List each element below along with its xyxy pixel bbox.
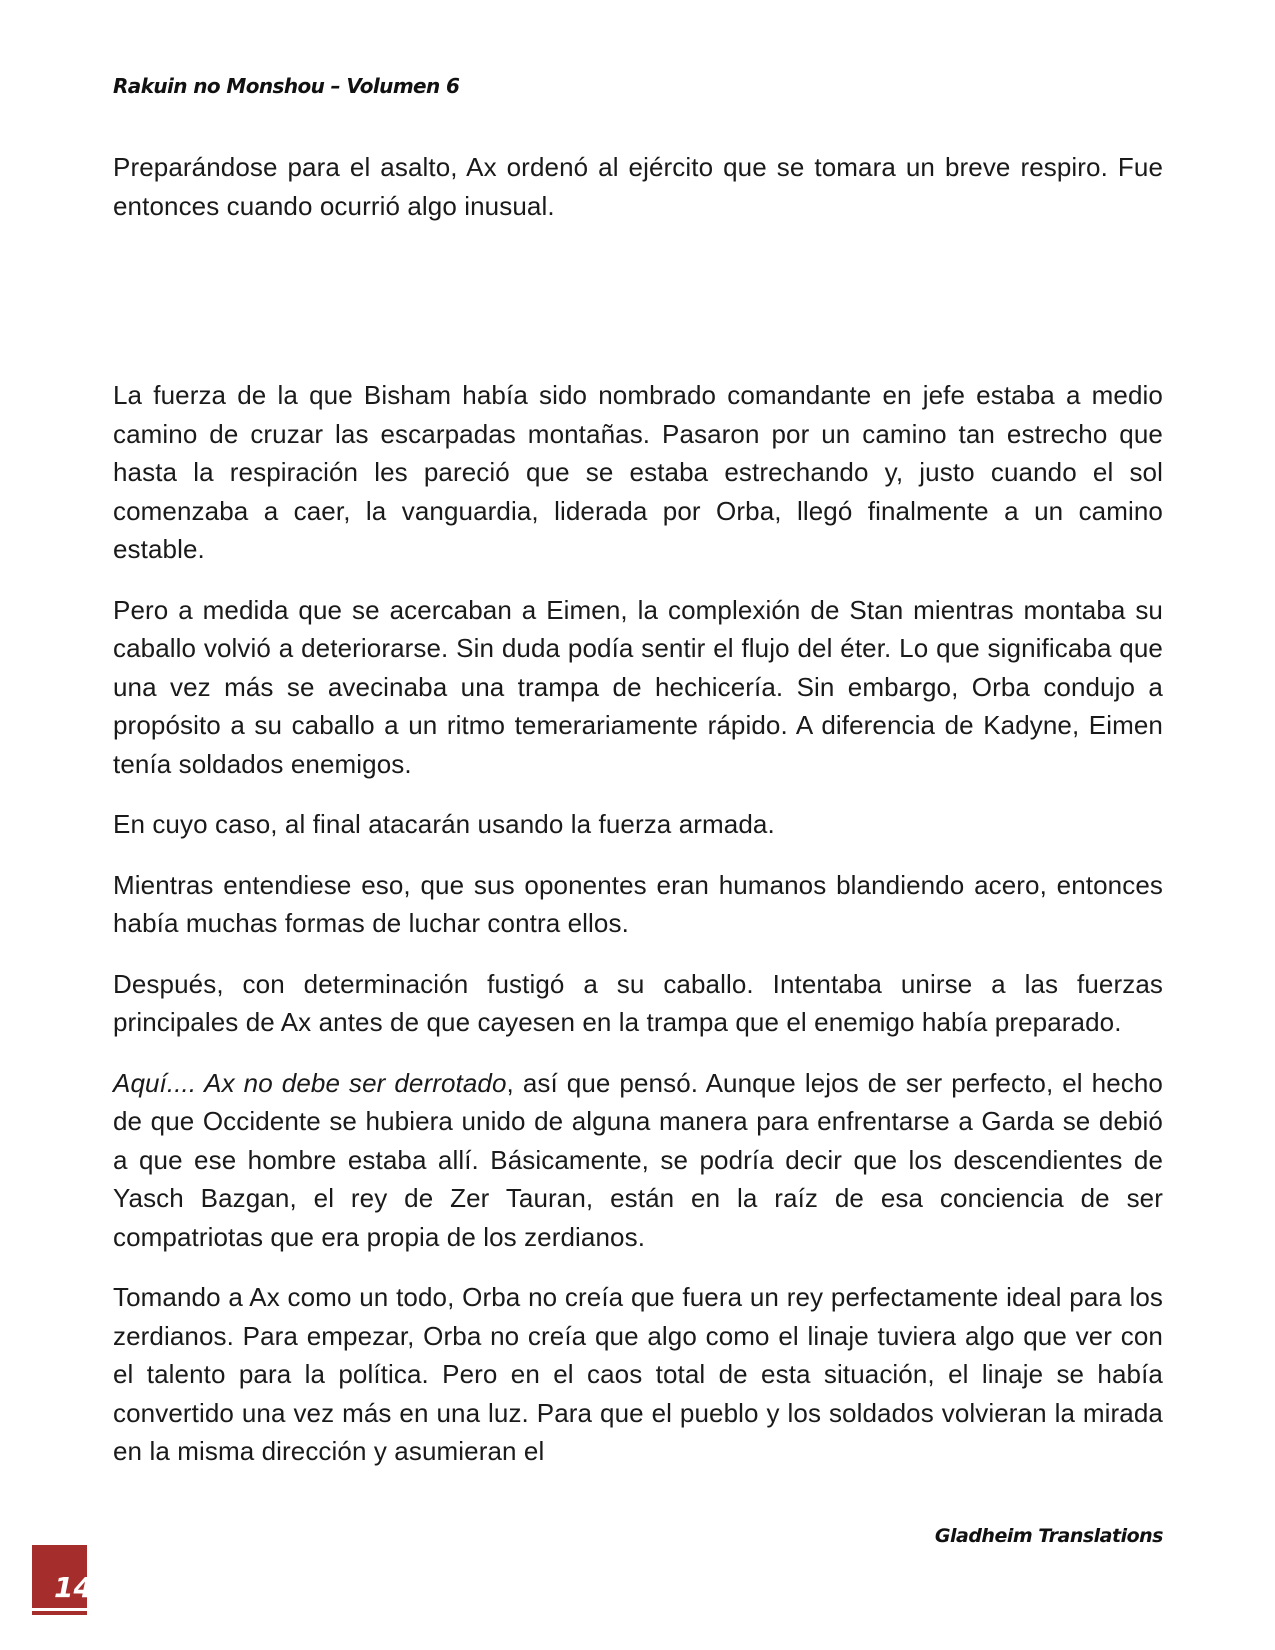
page-body (113, 148, 1163, 1493)
paragraph: Después, con determinación fustigó a su caballo. Intentaba unirse a las fuerzas principales de Ax antes de que cayesen en la trampa que el enemigo había preparado. (113, 968, 1163, 1037)
paragraph (113, 1064, 1163, 1257)
paragraph: Preparándose para el asalto, Ax ordenó al ejército que se tomara un breve respiro. Fue entonces cuando ocurrió algo inusual. (113, 152, 1163, 221)
paragraph: Tomando a Ax como un todo, Orba no creía que fuera un rey perfectamente ideal para los zerdianos. Para empezar, Orba no creía que algo como el linaje tuviera algo que ver con el talento para la política. Pero en el caos total de esta situación, el linaje se había convertido una vez más en una luz. Para que el pueblo y los soldados volvieran la mirada en la misma dirección y asumieran el (113, 1282, 1163, 1466)
paragraph: En cuyo caso, al final atacarán usando la fuerza armada. (113, 809, 775, 839)
paragraph: Mientras entendiese eso, que sus oponentes eran humanos blandiendo acero, entonces había muchas formas de luchar contra ellos. (113, 869, 1163, 938)
paragraph-text: , así que pensó. Aunque lejos de ser perfecto, el hecho de que Occidente se hubiera unido de alguna manera para enfrentarse a Garda se debió a que ese hombre estaba allí. Básicamente, se podría decir que los descendientes de Yasch Bazgan, el rey de Zer Tauran, están en la raíz de esa conciencia de ser compatriotas que era propia de los zerdianos. (113, 1067, 1163, 1252)
page-number: 14 (54, 1571, 93, 1604)
page-number-underline (32, 1608, 87, 1611)
footer-credit: Gladheim Translations (934, 1525, 1163, 1547)
paragraph: Pero a medida que se acercaban a Eimen, la complexión de Stan mientras montaba su caballo volvió a deteriorarse. Sin duda podía sentir el flujo del éter. Lo que significaba que una vez más se avecinaba una trampa de hechicería. Sin embargo, Orba condujo a propósito a su caballo a un ritmo temerariamente rápido. A diferencia de Kadyne, Eimen tenía soldados enemigos. (113, 594, 1163, 779)
page-number-tab (32, 1545, 93, 1615)
italic-thought: Aquí.... Ax no debe ser derrotado (113, 1067, 507, 1098)
running-header: Rakuin no Monshou – Volumen 6 (113, 74, 460, 98)
paragraph: La fuerza de la que Bisham había sido nombrado comandante en jefe estaba a medio camino de cruzar las escarpadas montañas. Pasaron por un camino tan estrecho que hasta la respiración les pareció que se estaba estrechando y, justo cuando el sol comenzaba a caer, la vanguardia, liderada por Orba, llegó finalmente a un camino estable. (113, 380, 1163, 564)
